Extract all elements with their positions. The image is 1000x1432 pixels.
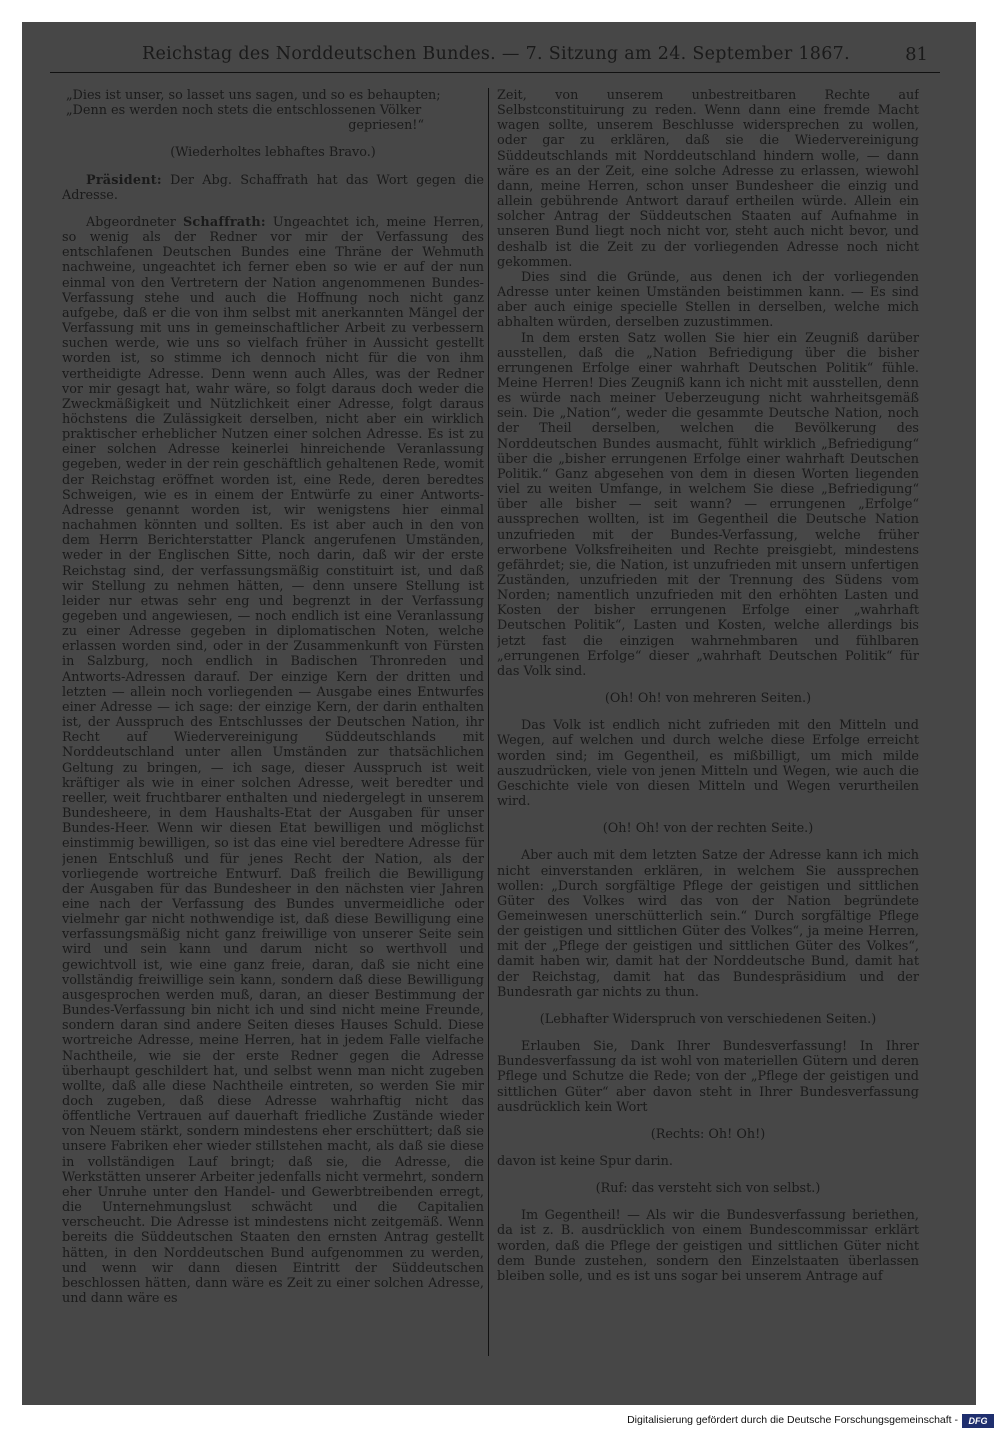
speech-paragraph	[62, 215, 484, 1306]
paragraph: Im Gegentheil! — Als wir die Bundesverfassung beriethen, da ist z. B. ausdrücklich von einem Bundescommissar erklärt worden, daß die Pflege der geistigen und sittlichen Güter nicht dem Bunde zustehen, sondern den Einzelstaaten überlassen bleiben solle, und es ist uns sogar bei unserem Antrage auf	[497, 1208, 919, 1284]
dfg-logo-icon: DFG	[962, 1414, 994, 1428]
interjection: (Oh! Oh! von der rechten Seite.)	[602, 821, 814, 837]
interjection: (Wiederholtes lebhaftes Bravo.)	[170, 145, 376, 161]
interjection: (Oh! Oh! von mehreren Seiten.)	[604, 691, 812, 707]
speaker-label: Präsident:	[86, 172, 162, 188]
paragraph: In dem ersten Satz wollen Sie hier ein Zeugniß darüber ausstellen, daß die „Nation Befriedigung über die bisher errungenen Erfolge einer wahrhaft Deutschen Politik“ fühle. Meine Herren! Dies Zeugniß kann ich nicht mit ausstellen, denn es würde nach meiner Ueberzeugung nicht wahrheitsgemäß sein. Die „Nation“, weder die gesammte Deutsche Nation, noch der Theil derselben, welchen die Bevölkerung des Norddeutschen Bundes ausmacht, fühlt wirklich „Befriedigung“ über die „bisher errungenen Erfolge einer wahrhaft Deutschen Politik.“ Ganz abgesehen von dem in diesen Worten liegenden viel zu weiten Umfange, in welchem Sie diese „Befriedigung“ über alle bisher — seit wann? — errungenen „Erfolge“ aussprechen wollten, ist im Gegentheil die Deutsche Nation unzufrieden mit der Bundes-Verfassung, welche früher erworbene Volksfreiheiten und Rechte preisgiebt, mindestens gefährdet; sie, die Nation, ist unzufrieden mit unsern unfertigen Zuständen, unzufrieden mit der Trennung des Südens vom Norden; namentlich unzufrieden mit den erhöhten Lasten und Kosten der bisher errungenen Erfolge einer „wahrhaft Deutschen Politik“, Lasten und Kosten, welche allerdings bis jetzt fast die einzigen wahrnehmbaren und fühlbaren „errungenen Erfolge“ dieser „wahrhaft Deutschen Politik“ für das Volk sind.	[497, 330, 919, 679]
quote-line: gepriesen!“	[348, 118, 424, 134]
column-divider	[488, 88, 489, 1356]
interjection: (Lebhafter Widerspruch von verschiedenen Seiten.)	[539, 1011, 877, 1027]
running-title: Reichstag des Norddeutschen Bundes. — 7. Sitzung am 24. September 1867.	[142, 44, 850, 64]
digitization-credit: Digitalisierung gefördert durch die Deutsche Forschungsgemeinschaft -	[627, 1414, 958, 1426]
paragraph: Zeit, von unserem unbestreitbaren Rechte auf Selbstconstituirung zu reden. Wenn dann eine fremde Macht wagen sollte, unserem Beschlusse widersprechen zu wollen, oder gar zu erklären, daß sie die Wiedervereinigung Süddeutschlands mit Norddeutschland hindern wolle, — dann wäre es an der Zeit, eine solche Adresse zu erlassen, wiewohl dann, meine Herren, schon unser Bundesheer die einzig und allein gebührende Antwort darauf ertheilen würde. Allein ein solcher Antrag der Süddeutschen Staaten auf Aufnahme in unseren Bund liegt noch nicht vor, steht auch nicht bevor, und deshalb ist die Zeit zu der vorliegenden Adresse noch nicht gekommen.	[497, 88, 919, 270]
quote-line: „Denn es werden noch stets die entschlossenen Völker	[66, 103, 422, 119]
spacer	[62, 203, 484, 215]
speaker-name: Schaffrath:	[182, 214, 266, 230]
interjection: (Rechts: Oh! Oh!)	[650, 1126, 766, 1142]
paragraph: Dies sind die Gründe, aus denen ich der vorliegenden Adresse unter keinen Umständen beistimmen kann. — Es sind aber auch einige specielle Stellen in derselben, welche mich abhalten würden, derselben zuzustimmen.	[497, 269, 919, 331]
page-header	[50, 44, 940, 73]
left-column	[62, 88, 484, 1358]
interjection: (Ruf: das versteht sich von selbst.)	[595, 1181, 821, 1197]
page-number: 81	[905, 44, 928, 65]
president-paragraph	[62, 173, 484, 203]
paragraph: Das Volk ist endlich nicht zufrieden mit den Mitteln und Wegen, auf welchen und durch welche diese Erfolge erreicht worden sind; im Gegentheil, es mißbilligt, um mich milde auszudrücken, viele von jenen Mitteln und Wegen, wie auch die Geschichte viele von diesen Mitteln und Wegen verurtheilen wird.	[497, 718, 919, 810]
page-footer	[0, 1412, 1000, 1432]
right-column	[497, 88, 919, 1358]
paragraph-text: Ungeachtet ich, meine Herren, so wenig als der Redner vor mir der Verfassung des entschlafenen Deutschen Bundes eine Thräne der Wehmuth nachweine, ungeachtet ich ferner eben so wie er auf der nun einmal von den Vertretern der Nation angenommenen Bundes-Verfassung stehe und auch die Hoffnung noch nicht ganz aufgebe, daß er die von ihm selbst mit anerkannten Mängel der Verfassung mit uns in gemeinschaftlicher Arbeit zu verbessern suchen werde, wie uns so vielfach früher in Aussicht gestellt worden ist, so stimme ich dennoch nicht für die von ihm vertheidigte Adresse. Denn wenn auch Alles, was der Redner vor mir gesagt hat, wahr wäre, so folgt daraus doch weder die Zweckmäßigkeit und Nützlichkeit einer Adresse, folgt daraus höchstens die Zulässigkeit derselben, nicht aber ein wirklich praktischer erheblicher Nutzen einer solchen Adresse. Es ist zu einer solchen Adresse keinerlei hinreichende Veranlassung gegeben, weder in der rein geschäftlich gehaltenen Rede, womit der Reichstag eröffnet worden ist, eine Rede, deren beredtes Schweigen, wie es in einem der Entwürfe zu einer Antworts-Adresse genannt worden ist, wir wenigstens hier einmal nachahmen könnten und sollten. Es ist aber auch in den von dem Herrn Berichterstatter Planck angerufenen Umständen, weder in der Englischen Sitte, noch darin, daß wir der erste Reichstag sind, der verfassungsmäßig constituirt ist, und daß wir Stellung zu nehmen hätten, — denn unsere Stellung ist leider nur etwas sehr eng und begrenzt in der Verfassung gegeben und angewiesen, — noch endlich ist eine Veranlassung zu einer Adresse gegeben in diplomatischen Noten, welche erlassen worden sind, oder in der Zusammenkunft von Fürsten in Salzburg, noch endlich in Badischen Thronreden und Antworts-Adressen darauf. Der einzige Kern der dritten und letzten — allein noch vorliegenden — Ausgabe eines Entwurfes einer Adresse — ich sage: der einzige Kern, der darin enthalten ist, der Ausspruch des Entschlusses der Deutschen Nation, ihr Recht auf Wiedervereinigung Süddeutschlands mit Norddeutschland unter allen Umständen zur thatsächlichen Geltung zu bringen, — ich sage, dieser Ausspruch ist weit kräftiger als wie in einer solchen Adresse, weit beredter und reeller, weit fruchtbarer enthalten und niedergelegt in unserem Bundesheere, in dem Haushalts-Etat der Ausgaben für unser Bundes-Heer. Wenn wir diesen Etat bewilligen und möglichst einstimmig bewilligen, so ist das eine viel beredtere Adresse für jenen Entschluß und für jenes Recht der Nation, als der vorliegende wortreiche Entwurf. Daß freilich die Bewilligung der Ausgaben für das Bundesheer in den nächsten vier Jahren eine nach der Verfassung des Bundes unvermeidliche oder vielmehr gar nicht nothwendige ist, daß diese Bewilligung eine verfassungsmäßig nicht ganz freiwillige von unserer Seite sein wird und sein kann und darum nicht so werthvoll und gewichtvoll ist, wie eine ganz freie, daran, daß sie nicht eine vollständig freiwillige sein kann, sondern daß diese Bewilligung ausgesprochen werden muß, daran, an dieser Bestimmung der Bundes-Verfassung bin nicht ich und sind nicht meine Freunde, sondern daran sind andere Seiten dieses Hauses Schuld. Diese wortreiche Adresse, meine Herren, hat in jedem Falle vielfache Nachtheile, wie sie der erste Redner gegen die Adresse überhaupt geschildert hat, und selbst wenn man nicht zugeben wollte, daß alle diese Nachtheile eintreten, so werden Sie mir doch zugeben, daß diese Adresse wahrhaftig nicht das öffentliche Vertrauen auf dauerhaft friedliche Zustände wieder von Neuem stärkt, sondern mindestens eher erschüttert; daß sie unsere Fabriken eher wieder stillstehen macht, als daß sie diese in vollständigen Lauf bringt; daß sie, die Adresse, die Werkstätten unserer Arbeiter jedenfalls nicht vermehrt, sondern eher Unruhe unter den Handel- und Gewerbtreibenden erregt, die Unternehmungslust schwächt und die Capitalien verscheucht. Die Adresse ist mindestens nicht zeitgemäß. Wenn bereits die Süddeutschen Staaten den ernsten Antrag gestellt hätten, in den Norddeutschen Bund aufgenommen zu werden, und wenn wir dann diesen Eintritt der Süddeutschen beschlossen hätten, dann wäre es Zeit zu einer solchen Adresse, und dann wäre es	[62, 214, 484, 1307]
paragraph: davon ist keine Spur darin.	[497, 1154, 673, 1169]
paragraph: Aber auch mit dem letzten Satze der Adresse kann ich mich nicht einverstanden erklären, in welchem Sie aussprechen wollen: „Durch sorgfältige Pflege der geistigen und sittlichen Güter des Volkes wird das von der Nation begründete Gemeinwesen unerschütterlich sein.“ Durch sorgfältige Pflege der geistigen und sittlichen Güter des Volkes“, ja meine Herren, mit der „Pflege der geistigen und sittlichen Güter des Volkes“, damit haben wir, damit hat der Norddeutsche Bund, damit hat der Reichstag, damit hat das Bundespräsidium und der Bundesrath gar nichts zu thun.	[497, 848, 919, 1000]
speaker-prefix: Abgeordneter	[86, 214, 176, 230]
paragraph: Erlauben Sie, Dank Ihrer Bundesverfassung! In Ihrer Bundesverfassung da ist wohl von materiellen Gütern und deren Pflege und Schutze die Rede; von der „Pflege der geistigen und sittlichen Güter“ aber davon steht in Ihrer Bundesverfassung ausdrücklich kein Wort	[497, 1039, 919, 1115]
paragraph-text: Der Abg. Schaffrath hat das Wort gegen die Adresse.	[62, 172, 484, 203]
quote-line: „Dies ist unser, so lasset uns sagen, und so es behaupten;	[66, 88, 441, 103]
